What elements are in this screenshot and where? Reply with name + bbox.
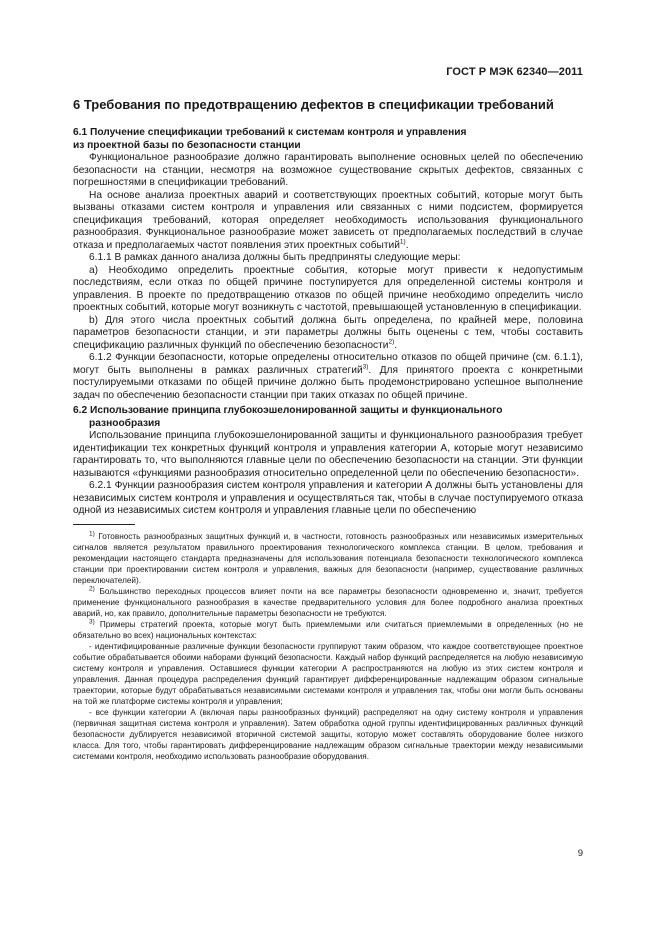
footnote-text: - все функции категории А (включая пары разнообразных функций) распределяют на одну систему контроля и управления (первичная защитная система контроля и управления). Затем обработка одной группы идентифицированных различных функций безопасности дублируется независимой вторичной системой защиты, которую может составлять оборудование более низкого класса. Для того, чтобы гарантировать дифференцирование надлежащим образом сигнальные траектории между независимыми системами контроля, необходимо использовать разнообразие оборудования. bbox=[73, 707, 583, 761]
paragraph-text: . bbox=[405, 239, 409, 251]
paragraph-text: На основе анализа проектных аварий и соответствующих проектных событий, которые могут быть вызваны отказами систем контроля и управления или связанных с ними подсистем, формируется спецификация требований, которая определяет необходимость использования функционального разнообразия. Функциональное разнообразие может зависеть от предполагаемых последствий в случае отказа и предполагаемых частот появления этих проектных событий bbox=[73, 189, 583, 251]
footnote bbox=[73, 586, 583, 619]
paragraph bbox=[73, 315, 583, 353]
footnote bbox=[73, 619, 583, 641]
paragraph-text: . bbox=[394, 339, 398, 351]
paragraph bbox=[73, 430, 583, 480]
footnote-text: Примеры стратегий проекта, которые могут быть приемлемыми или считаться приемлемыми в определенных (но не обязательно во всех) национальных контекстах: bbox=[73, 619, 583, 640]
paragraph bbox=[73, 265, 583, 315]
paragraph bbox=[73, 480, 583, 518]
footnote-text: Большинство переходных процессов влияет почти на все параметры безопасности одновременно и, значит, требуется применение функционального разнообразия в качестве предварительного условия для более подробного анализа проектных аварий, но, как правило, дополнительные параметры безопасности не требуются. bbox=[73, 586, 583, 618]
paragraph bbox=[73, 152, 583, 190]
paragraph bbox=[73, 252, 583, 265]
section-title: 6 Требования по предотвращению дефектов в спецификации требований bbox=[73, 97, 554, 112]
footnote-mark: 3) bbox=[89, 617, 95, 625]
standard-code: ГОСТ Р МЭК 62340—2011 bbox=[446, 66, 583, 78]
paragraph bbox=[73, 190, 583, 253]
footnote-text: - идентифицированные различные функции безопасности группируют таким образом, что каждое соответствующее проектное событие обрабатывается обоими наборами функций безопасности. Каждый набор функций распределяется на любую независимую систему контроля и управления. Оставшиеся функции категории А распространяются на любую из этих систем контроля и управления. Данная процедура распределения функций гарантирует дифференцированные надлежащим образом сигнальные траектории, которые будут обрабатываться независимыми системами контроля и управления так, чтобы они могли быть основаны на той же платформе системы контроля и управления; bbox=[73, 641, 583, 706]
page-content bbox=[73, 96, 583, 762]
footnote-mark: 2) bbox=[89, 584, 95, 592]
paragraph bbox=[73, 352, 583, 402]
paragraph-text: a) Необходимо определить проектные события, которые могут привести к недопустимым последствиям, если отказ по общей причине поступируется для определенной системы контроля и управления. В проекте по предотвращению отказов по общей причине необходимо определить число проектных событий, которые могут возникнуть с частотой, превышающей установленную в спецификации. bbox=[73, 264, 583, 313]
footnote-ref[interactable]: 1) bbox=[399, 238, 406, 246]
footnote-ref[interactable]: 3) bbox=[362, 363, 369, 371]
footnote-ref[interactable]: 2) bbox=[388, 338, 395, 346]
footnote-mark: 1) bbox=[89, 529, 95, 537]
subsection-6-2-title-line2: разнообразия bbox=[89, 417, 161, 429]
footnote-item bbox=[73, 707, 583, 762]
footnote-text: Готовность разнообразных защитных функций и, в частности, готовность разнообразных или независимых измерительных сигналов является результатом правильного проектирования технологического комплекса станции. В целом, требования и рекомендации настоящего стандарта предназначены для использования потенциала безопасности технологического комплекса станции при проектировании систем контроля и управления, важных для безопасности (например, существование различных переключателей). bbox=[73, 531, 584, 585]
paragraph-text: b) Для этого числа проектных событий должна быть определена, по крайней мере, половина параметров безопасности станции, и эти параметры должны быть оценены с тем, чтобы составить спецификацию различных функций по обеспечению безопасности bbox=[73, 314, 583, 351]
paragraph-text: Использование принципа глубокоэшелонированной защиты и функционального разнообразия требует идентификации тех конкретных функций контроля и управления категории А, которые могут независимо гарантировать то, что выполняются главные цели по обеспечению безопасности на станции. Эти функции называются «функциями разнообразия относительно определенной цели по обеспечению безопасности». bbox=[73, 430, 583, 479]
page-number: 9 bbox=[577, 848, 583, 859]
paragraph-text: 6.1.2 Функции безопасности, которые определены относительно отказов по общей причине (см. 6.1.1), могут быть выполнены в рамках различных стратегий bbox=[73, 352, 583, 376]
paragraph-text: 6.2.1 Функции разнообразия систем контроля управления и категории А должны быть установлены для независимых систем контроля и управления и осуществляться так, чтобы в случае поступируемого отказа одной из независимых систем контроля и управления главные цели по обеспечению bbox=[73, 480, 583, 516]
footnote bbox=[73, 531, 583, 586]
paragraph-text: 6.1.1 В рамках данного анализа должны быть предприняты следующие меры: bbox=[89, 252, 461, 263]
footnote-item bbox=[73, 641, 583, 707]
subsection-6-1-title-line1: 6.1 Получение спецификации требований к системам контроля и управления bbox=[73, 127, 467, 138]
footnote-divider bbox=[73, 524, 135, 525]
subsection-6-2-title-line1: 6.2 Использование принципа глубокоэшелонированной защиты и функционального bbox=[73, 405, 503, 416]
subsection-6-1-title-line2: из проектной базы по безопасности станции bbox=[73, 139, 301, 151]
paragraph-text: Функциональное разнообразие должно гарантировать выполнение основных целей по обеспечению безопасности на станции, несмотря на возможное существование скрытых дефектов, связанных с погрешностями в спецификации требований. bbox=[73, 152, 583, 188]
paragraph-text: . Для принятого проекта с конкретными постулируемыми отказами по общей причине должно быть продемонстрировано успешное выполнение задач по обеспечению безопасности станции при таких отказах по общей причине. bbox=[73, 364, 583, 401]
